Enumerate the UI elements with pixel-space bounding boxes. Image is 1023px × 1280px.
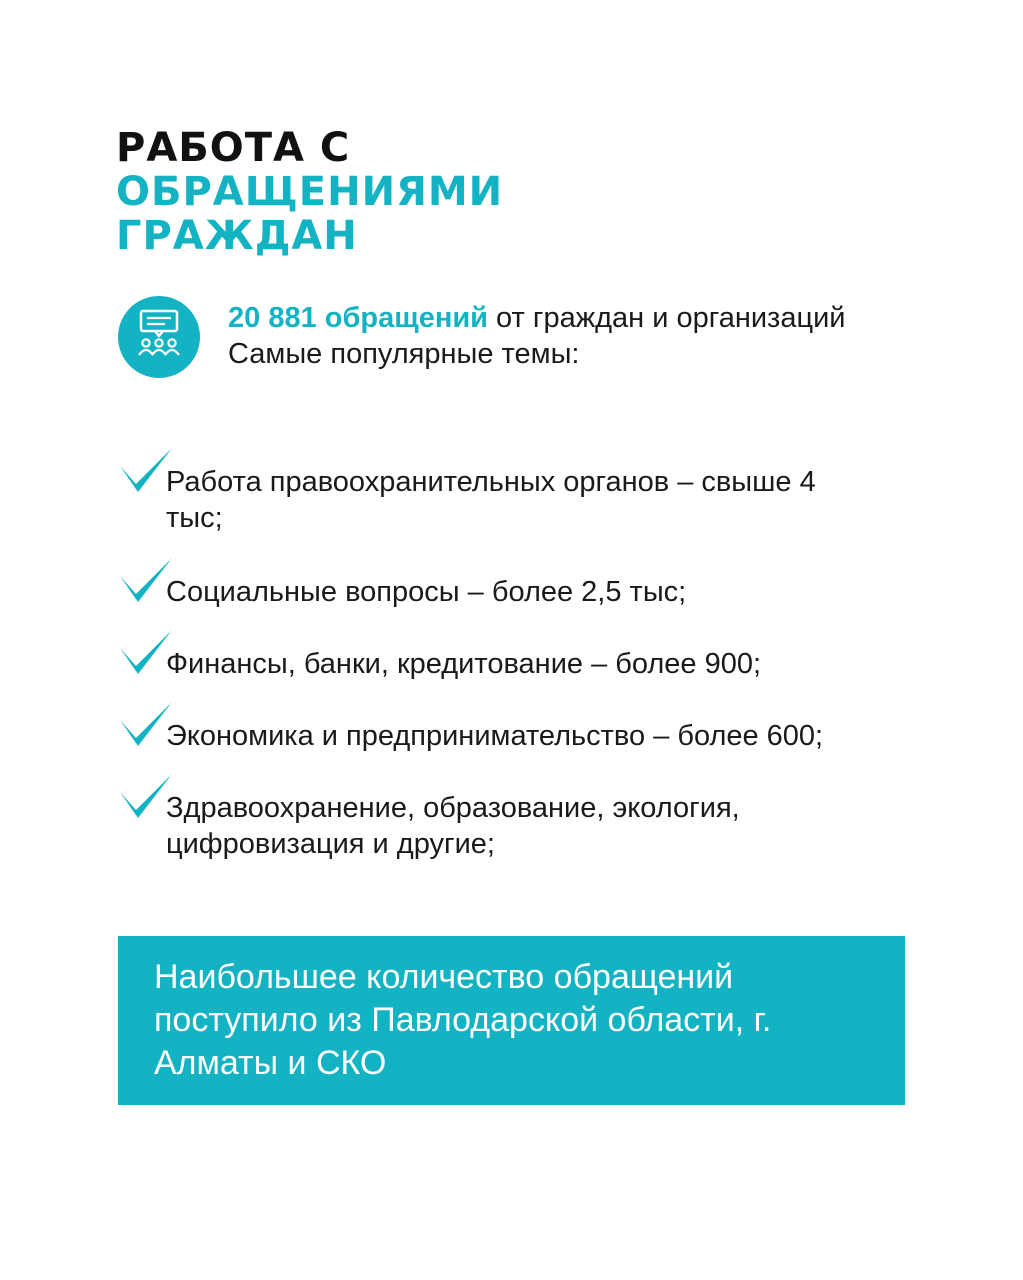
topic-item <box>118 440 998 550</box>
topic-text: Работа правоохранительных органов – свыше 4 тыс; <box>166 466 816 534</box>
appeals-count-suffix: от граждан и организаций <box>488 302 846 334</box>
checkmark-icon <box>118 554 176 604</box>
title-line-2: ОБРАЩЕНИЯМИ <box>116 169 504 215</box>
topic-item <box>118 550 998 622</box>
page-title <box>116 126 503 258</box>
summary-text <box>228 300 845 372</box>
topic-text: Социальные вопросы – более 2,5 тыс; <box>166 576 687 608</box>
topic-item <box>118 766 998 876</box>
summary-block <box>118 296 998 386</box>
people-speech-bubble-icon <box>118 296 200 378</box>
topics-list <box>118 440 998 876</box>
checkmark-icon <box>118 698 176 748</box>
topic-item <box>118 622 998 694</box>
checkmark-icon <box>118 444 176 494</box>
summary-subtitle: Самые популярные темы: <box>228 338 580 370</box>
highlight-text: Наибольшее количество обращений поступило из Павлодарской области, г. Алматы и СКО <box>154 958 772 1082</box>
highlight-banner <box>118 936 905 1105</box>
appeals-count: 20 881 обращений <box>228 302 488 334</box>
title-line-3: ГРАЖДАН <box>116 213 358 259</box>
title-line-1: РАБОТА С <box>116 125 351 171</box>
topic-item <box>118 694 998 766</box>
checkmark-icon <box>118 626 176 676</box>
topic-text: Финансы, банки, кредитование – более 900; <box>166 648 762 680</box>
checkmark-icon <box>118 770 176 820</box>
topic-text: Экономика и предпринимательство – более 600; <box>166 720 824 752</box>
topic-text: Здравоохранение, образование, экология, цифровизация и другие; <box>166 792 740 860</box>
